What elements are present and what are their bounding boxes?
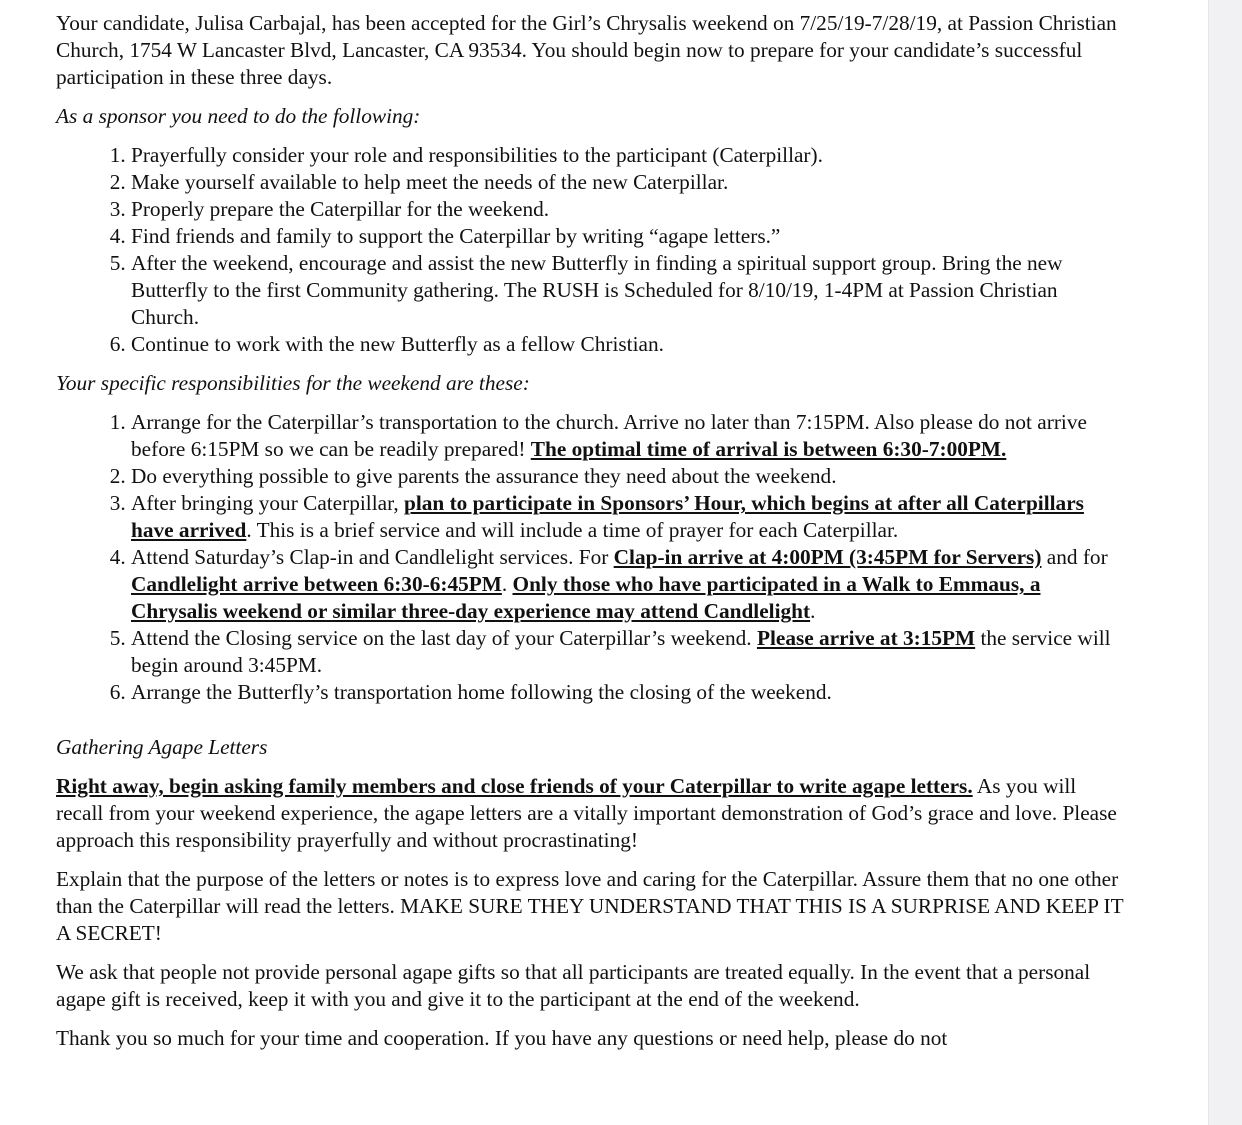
weekend-item-emphasis: plan to participate in Sponsors’ Hour, which begins at after all Caterpillars have arrived	[131, 491, 1084, 542]
weekend-item-5	[131, 625, 1126, 679]
sponsor-item: 3. Properly prepare the Caterpillar for the weekend.	[131, 196, 1126, 223]
weekend-item-text: and for	[1041, 545, 1108, 569]
closing-paragraph: Thank you so much for your time and cooperation. If you have any questions or need help, please do not	[56, 1026, 948, 1050]
weekend-item-4	[131, 544, 1126, 625]
sponsor-list	[56, 142, 1126, 358]
agape-paragraph-2: Explain that the purpose of the letters or notes is to express love and caring for the Caterpillar. Assure them that no one other than the Caterpillar will read the letters. MAKE SURE THEY UNDERSTAND THAT THIS IS A SURPRISE AND KEEP IT A SECRET!	[56, 867, 1124, 945]
document-body	[56, 10, 1126, 1064]
weekend-item-emphasis: Candlelight arrive between 6:30-6:45PM	[131, 572, 502, 596]
weekend-item-text: After bringing your Caterpillar,	[131, 491, 404, 515]
sponsor-item: 4. Find friends and family to support the Caterpillar by writing “agape letters.”	[131, 223, 1126, 250]
weekend-item-emphasis: Please arrive at 3:15PM	[756, 626, 976, 650]
agape-emphasis: Right away, begin asking family members and close friends of your Caterpillar to write agape letters.	[56, 774, 973, 798]
weekend-item-text: Arrange for the Caterpillar’s transportation to the church. Arrive no later than 7:15PM. Also please do not arrive before 6:15PM so we can be readily prepared!	[131, 410, 1087, 461]
sponsor-item: 6. Continue to work with the new Butterfly as a fellow Christian.	[131, 331, 1126, 358]
weekend-list	[56, 409, 1126, 706]
sponsor-item: 1. Prayerfully consider your role and responsibilities to the participant (Caterpillar).	[131, 142, 1126, 169]
weekend-item-text: the service will begin around 3:45PM.	[131, 626, 1111, 677]
agape-paragraph-1	[56, 773, 1126, 854]
agape-heading: Gathering Agape Letters	[56, 735, 268, 759]
sponsor-item: 2. Make yourself available to help meet the needs of the new Caterpillar.	[131, 169, 1126, 196]
weekend-item-text: . This is a brief service and will include a time of prayer for each Caterpillar.	[246, 518, 899, 542]
agape-text: As you will recall from your weekend experience, the agape letters are a vitally important demonstration of God’s grace and love. Please approach this responsibility prayerfully and without procrastinating!	[56, 774, 1117, 852]
sponsor-heading: As a sponsor you need to do the following:	[56, 104, 421, 128]
weekend-item-text: Attend Saturday’s Clap-in and Candlelight services. For	[131, 545, 614, 569]
weekend-item-6: 6. Arrange the Butterfly’s transportation home following the closing of the weekend.	[131, 679, 1126, 706]
intro-paragraph: Your candidate, Julisa Carbajal, has been accepted for the Girl’s Chrysalis weekend on 7/25/19-7/28/19, at Passion Christian Church, 1754 W Lancaster Blvd, Lancaster, CA 93534. You should begin now to prepare for your candidate’s successful participation in these three days.	[56, 11, 1117, 89]
weekend-item-emphasis: Clap-in arrive at 4:00PM (3:45PM for Servers)	[613, 545, 1042, 569]
weekend-item-emphasis: The optimal time of arrival is between 6:30-7:00PM.	[530, 437, 1007, 461]
weekend-item-3	[131, 490, 1126, 544]
weekend-item-text: .	[501, 572, 513, 596]
scroll-gutter[interactable]	[1208, 0, 1242, 1125]
agape-paragraph-3: We ask that people not provide personal agape gifts so that all participants are treated equally. In the event that a personal agape gift is received, keep it with you and give it to the participant at the end of the weekend.	[56, 960, 1091, 1011]
weekend-item-text: .	[810, 599, 816, 623]
spacer	[56, 718, 1126, 734]
weekend-item-2: 2. Do everything possible to give parents the assurance they need about the weekend.	[131, 463, 1126, 490]
sponsor-item: 5. After the weekend, encourage and assist the new Butterfly in finding a spiritual support group. Bring the new Butterfly to the first Community gathering. The RUSH is Scheduled for 8/10/19, 1-4PM at Passion Christian Church.	[131, 250, 1126, 331]
weekend-heading: Your specific responsibilities for the weekend are these:	[56, 371, 530, 395]
weekend-item-text: Attend the Closing service on the last day of your Caterpillar’s weekend.	[131, 626, 757, 650]
weekend-item-emphasis: Only those who have participated in a Walk to Emmaus, a Chrysalis weekend or similar three-day experience may attend Candlelight	[131, 572, 1041, 623]
weekend-item-1	[131, 409, 1126, 463]
